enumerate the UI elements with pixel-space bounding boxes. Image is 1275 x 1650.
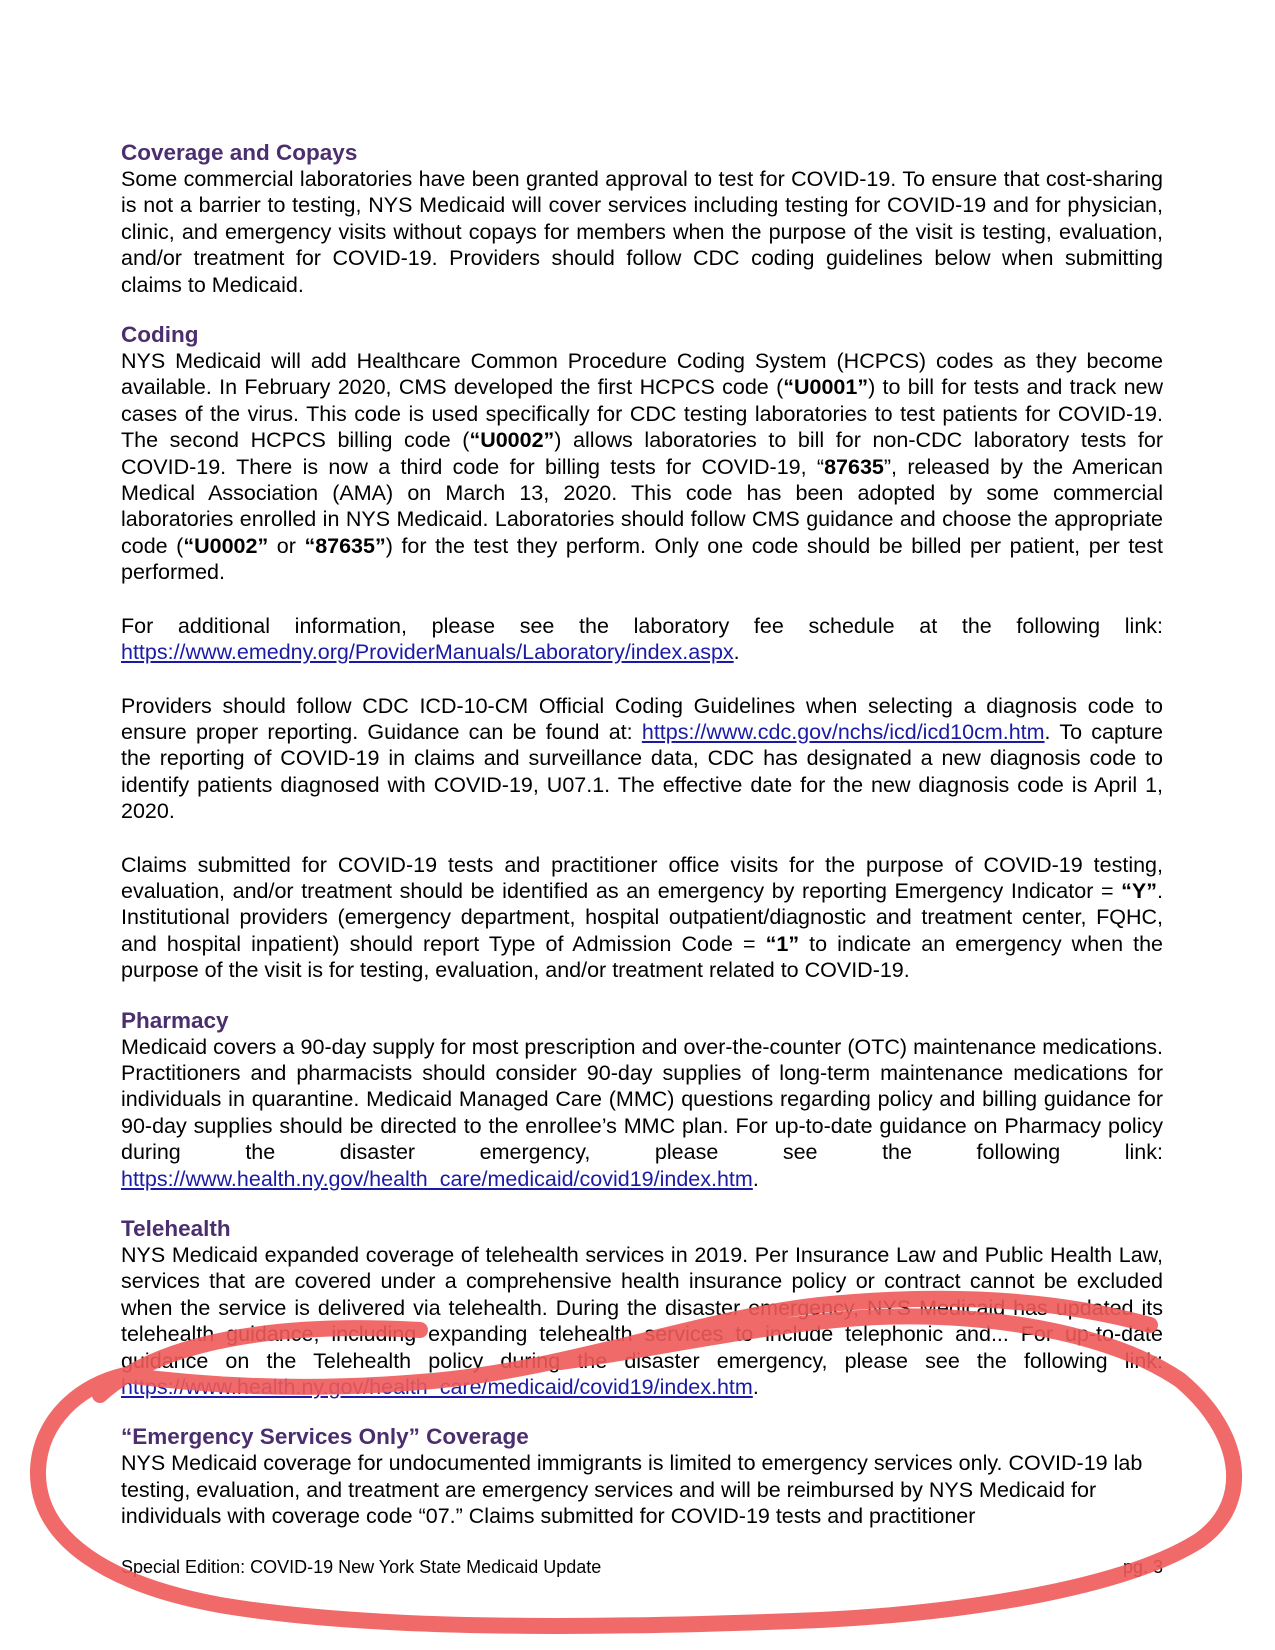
heading-telehealth: Telehealth [121,1216,231,1241]
paragraph-emergency-services: NYS Medicaid coverage for undocumented immigrants is limited to emergency services only. COVID-19 lab testing, evaluation, and treatment are emergency services and will be reimbursed by NYS Medicaid for individuals with coverage code “07.” Claims submitted for COVID-19 tests and practitioner [121,1451,1143,1529]
paragraph-icd10: Providers should follow CDC ICD-10-CM Official Coding Guidelines when selecting a diagnosis code to ensure proper reporting. Guidance can be found at: https://www.cdc.gov/nchs/icd/icd10cm.htm. To capture the reporting of COVID-19 in claims and surveillance data, CDC has designated a new diagnosis code to identify patients diagnosed with COVID-19, U07.1. The effective date for the new diagnosis code is April 1, 2020. [121,693,1164,824]
document-page [121,140,1163,1530]
paragraph-lab-fee-schedule: For additional information, please see the laboratory fee schedule at the following link: https://www.emedny.org/ProviderManuals/Laboratory/index.aspx. [121,613,1163,665]
admission-code-1: “1” [765,931,800,956]
paragraph-pharmacy: Medicaid covers a 90-day supply for most prescription and over-the-counter (OTC) maintenance medications. Practitioners and pharmacists should consider 90-day supplies of long-term maintenance medications for individuals in quarantine. Medicaid Managed Care (MMC) questions regarding policy and billing guidance for 90-day supplies should be directed to the enrollee’s MMC plan. For up-to-date guidance on Pharmacy policy during the disaster emergency, please see the following link: https://www.health.ny.gov/health_care/medicaid/covid19/index.htm. [121,1034,1163,1191]
paragraph-coding-hcpcs: NYS Medicaid will add Healthcare Common Procedure Coding System (HCPCS) codes as they become available. In February 2020, CMS developed the first HCPCS code (“U0001”) to bill for tests and track new cases of the virus. This code is used specifically for CDC testing laboratories to test patients for COVID-19. The second HCPCS billing code (“U0002”) allows laboratories to bill for non-CDC laboratory tests for COVID-19. There is now a third code for billing tests for COVID-19, “87635”, released by the American Medical Association (AMA) on March 13, 2020. This code has been adopted by some commercial laboratories enrolled in NYS Medicaid. Laboratories should follow CMS guidance and choose the appropriate code (“U0002” or “87635”) for the test they perform. Only one code should be billed per patient, per test performed. [121,349,1164,585]
footer-page-number: pg. 3 [1122,1557,1163,1577]
paragraph-emergency-indicator: Claims submitted for COVID-19 tests and practitioner office visits for the purpose of COVID-19 testing, evaluation, and/or treatment should be identified as an emergency by reporting Emergency Indicator = “Y”. Institutional providers (emergency department, hospital outpatient/diagnostic and treatment center, FQHC, and hospital inpatient) should report Type of Admission Code = “1” to indicate an emergency when the purpose of the visit is for testing, evaluation, and/or treatment related to COVID-19. [121,852,1164,983]
cdc-icd10-link[interactable]: https://www.cdc.gov/nchs/icd/icd10cm.htm [641,719,1045,744]
page-footer [121,1556,1163,1578]
footer-publication-title: Special Edition: COVID-19 New York State Medicaid Update [121,1557,602,1577]
pharmacy-covid19-link[interactable]: https://www.health.ny.gov/health_care/medicaid/covid19/index.htm [121,1166,753,1191]
heading-coverage-and-copays: Coverage and Copays [121,140,358,165]
code-87635: 87635 [824,454,884,479]
paragraph-coverage: Some commercial laboratories have been granted approval to test for COVID-19. To ensure that cost-sharing is not a barrier to testing, NYS Medicaid will cover services including testing for COVID-19 and for physician, clinic, and emergency visits without copays for members when the purpose of the visit is testing, evaluation, and/or treatment for COVID-19. Providers should follow CDC coding guidelines below when submitting claims to Medicaid. [121,167,1163,297]
code-u0002-choice: “U0002” [183,533,269,558]
heading-emergency-services-only: “Emergency Services Only” Coverage [121,1424,529,1450]
indicator-y: “Y” [1121,878,1158,903]
telehealth-covid19-link[interactable]: https://www.health.ny.gov/health_care/medicaid/covid19/index.htm [121,1375,753,1400]
code-u0001: “U0001” [783,375,869,400]
heading-pharmacy: Pharmacy [121,1007,229,1033]
code-87635-choice: “87635” [304,533,386,558]
code-u0002: “U0002” [469,428,555,453]
paragraph-telehealth: NYS Medicaid expanded coverage of telehealth services in 2019. Per Insurance Law and Public Health Law, services that are covered under a comprehensive health insurance policy or contract cannot be excluded when the service is delivered via telehealth. During the disaster emergency, NYS Medicaid has updated its telehealth guidance, including expanding telehealth services to include telephonic and... For up-to-date guidance on the Telehealth policy during the disaster emergency, please see the following link: https://www.health.ny.gov/health_care/medicaid/covid19/index.htm. [121,1243,1163,1400]
heading-coding: Coding [121,322,199,348]
lab-fee-schedule-link[interactable]: https://www.emedny.org/ProviderManuals/Laboratory/index.aspx [121,640,734,665]
